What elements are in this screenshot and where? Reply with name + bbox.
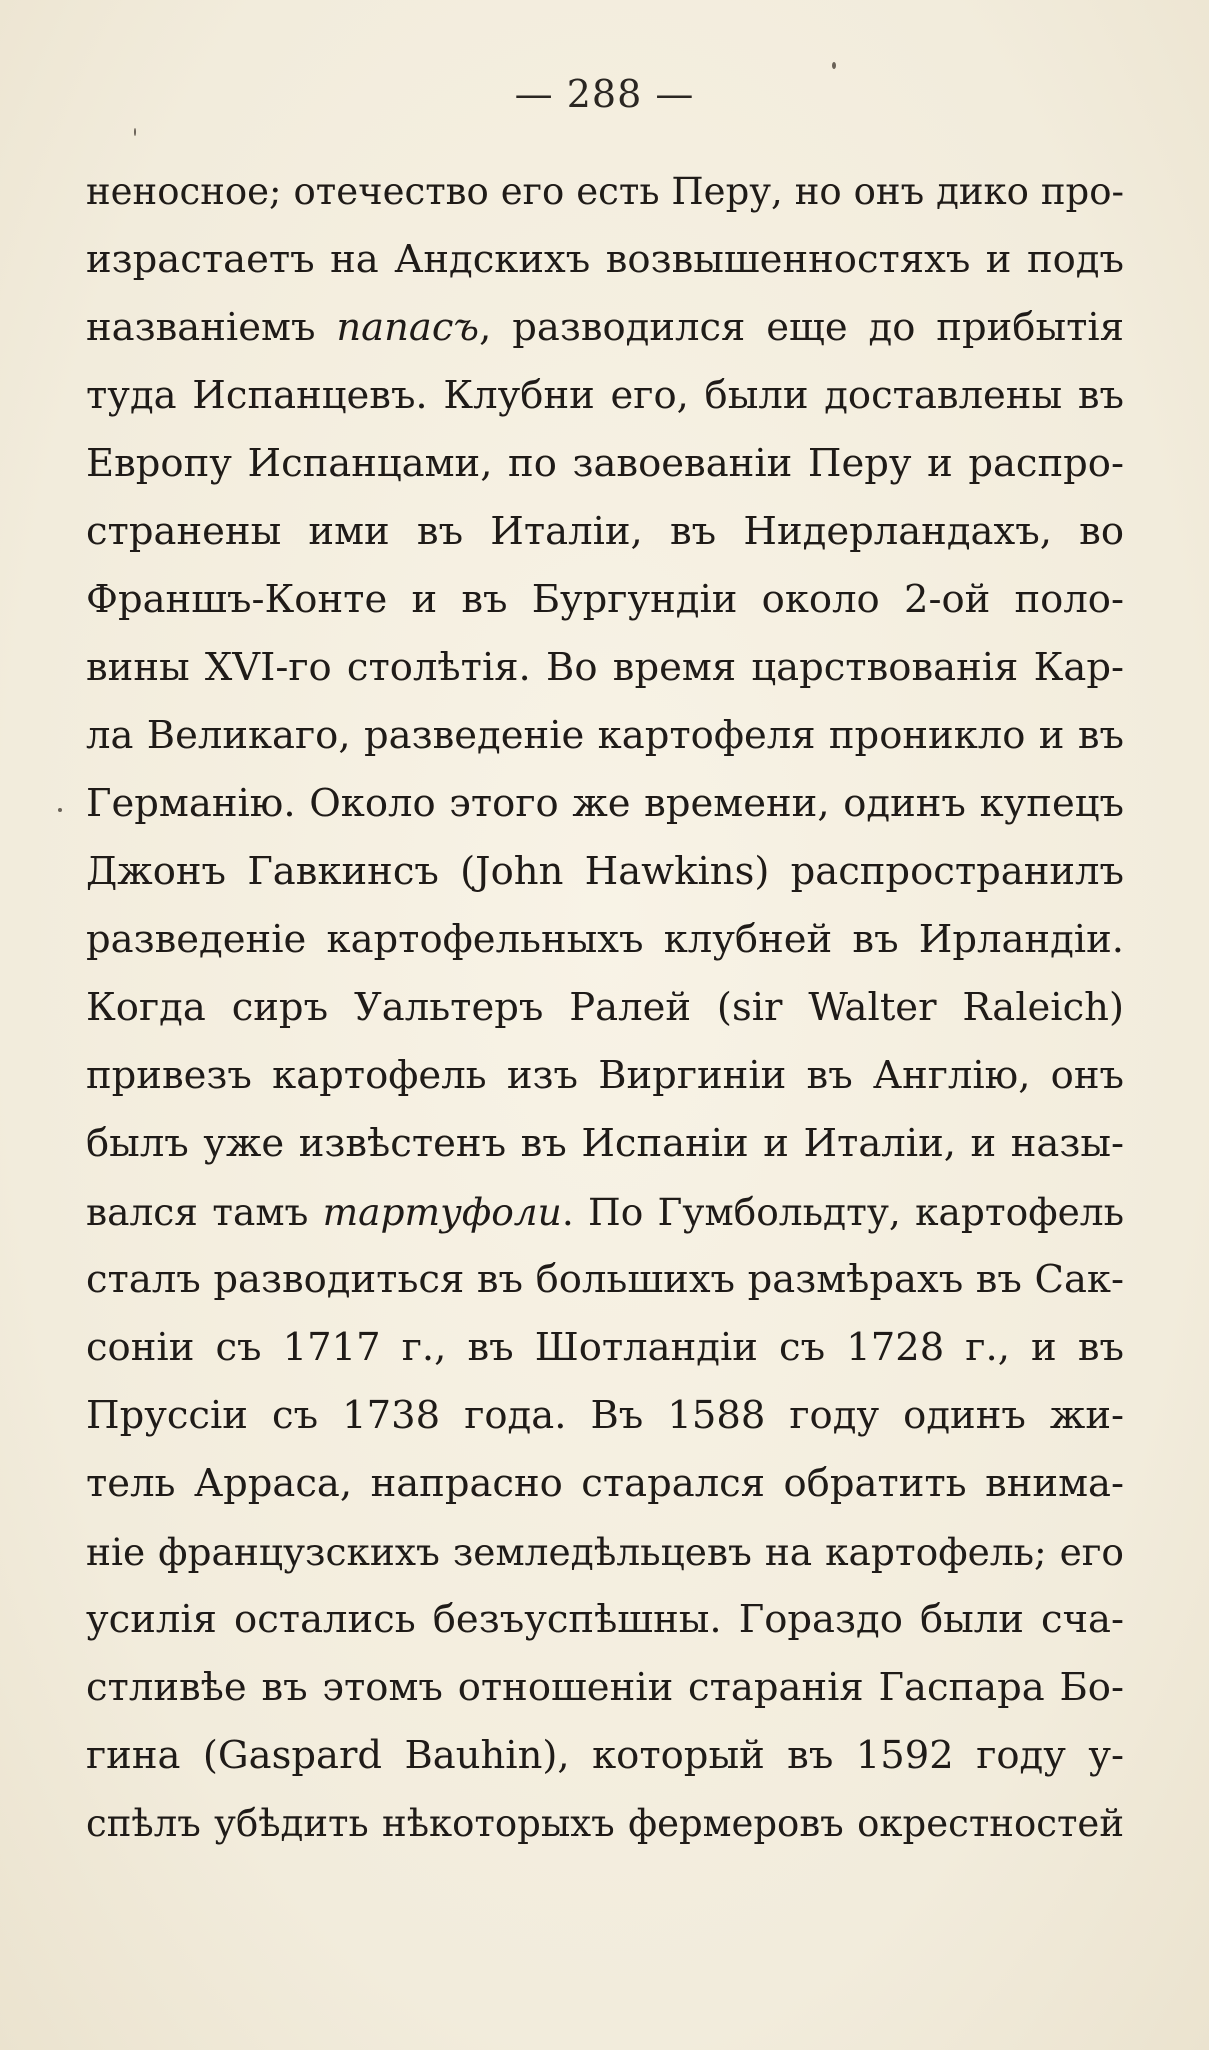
text-line — [86, 1722, 1124, 1790]
text-line — [86, 1110, 1124, 1178]
text-segment: Франшъ-Конте и въ Бургундіи около 2-ой поло- — [86, 577, 1124, 622]
text-line — [86, 1314, 1124, 1382]
print-speck — [134, 128, 136, 136]
text-line — [86, 906, 1124, 974]
text-segment: стливѣе въ этомъ отношеніи старанія Гаспара Бо- — [86, 1665, 1124, 1710]
text-segment: сталъ разводиться въ большихъ размѣрахъ въ Сак- — [86, 1257, 1124, 1302]
italic-term: папасъ — [336, 305, 480, 350]
text-segment: соніи съ 1717 г., въ Шотландіи съ 1728 г., и въ — [86, 1325, 1124, 1370]
text-line — [86, 634, 1124, 702]
text-segment: странены ими въ Италіи, въ Нидерландахъ, во — [86, 509, 1124, 554]
text-line — [86, 702, 1124, 770]
text-segment: вины XVI-го столѣтія. Во время царствованія Кар- — [86, 645, 1124, 690]
text-segment: ніе французскихъ земледѣльцевъ на картофель; его — [86, 1530, 1124, 1574]
text-line — [86, 566, 1124, 634]
text-line — [86, 498, 1124, 566]
text-line — [86, 1042, 1124, 1110]
text-segment: вался тамъ — [86, 1190, 323, 1234]
text-segment: , разводился еще до прибытія — [479, 305, 1124, 350]
text-segment: Джонъ Гавкинсъ (John Hawkins) распространилъ — [86, 849, 1124, 894]
text-segment: Европу Испанцами, по завоеваніи Перу и распро- — [86, 441, 1124, 486]
text-segment: туда Испанцевъ. Клубни его, были доставлены въ — [86, 373, 1124, 418]
text-line — [86, 1382, 1124, 1450]
text-line — [86, 294, 1124, 362]
text-segment: . По Гумбольдту, картофель — [561, 1190, 1124, 1234]
body-text — [86, 158, 1124, 1858]
text-line — [86, 1246, 1124, 1314]
text-segment: Когда сиръ Уальтеръ Ралей (sir Walter Raleich) — [86, 985, 1124, 1030]
text-line — [86, 362, 1124, 430]
text-segment: Германію. Около этого же времени, одинъ купецъ — [86, 781, 1124, 826]
page-number: — 288 — — [514, 72, 695, 116]
text-line — [86, 1586, 1124, 1654]
text-line — [86, 226, 1124, 294]
text-segment: разведеніе картофельныхъ клубней въ Ирландіи. — [86, 917, 1124, 962]
text-segment: Пруссіи съ 1738 года. Въ 1588 году одинъ жи- — [86, 1393, 1124, 1438]
text-line — [86, 838, 1124, 906]
italic-term: тартуфоли — [322, 1190, 562, 1234]
text-line — [86, 1450, 1124, 1518]
text-line — [86, 974, 1124, 1042]
text-line — [86, 1518, 1124, 1586]
text-line — [86, 770, 1124, 838]
text-segment: ла Великаго, разведеніе картофеля проникло и въ — [86, 713, 1124, 758]
text-line — [86, 1790, 1124, 1858]
text-line — [86, 1178, 1124, 1246]
text-segment: израстаетъ на Андскихъ возвышенностяхъ и подъ — [86, 237, 1124, 282]
text-line — [86, 430, 1124, 498]
text-segment: усилія остались безъуспѣшны. Гораздо были сча- — [86, 1597, 1124, 1642]
text-segment: гина (Gaspard Bauhin), который въ 1592 году у- — [86, 1733, 1124, 1778]
text-segment: тель Арраса, напрасно старался обратить внима- — [86, 1461, 1124, 1506]
text-segment: названіемъ — [86, 305, 337, 350]
text-line — [86, 1654, 1124, 1722]
text-segment: неносное; отечество его есть Перу, но онъ дико про- — [86, 170, 1124, 213]
text-segment: спѣлъ убѣдить нѣкоторыхъ фермеровъ окрестностей — [86, 1802, 1124, 1845]
text-line — [86, 158, 1124, 226]
print-speck — [832, 62, 836, 69]
print-speck — [58, 808, 62, 812]
text-segment: привезъ картофель изъ Виргиніи въ Англію, онъ — [86, 1053, 1124, 1098]
text-segment: былъ уже извѣстенъ въ Испаніи и Италіи, и назы- — [86, 1121, 1124, 1166]
